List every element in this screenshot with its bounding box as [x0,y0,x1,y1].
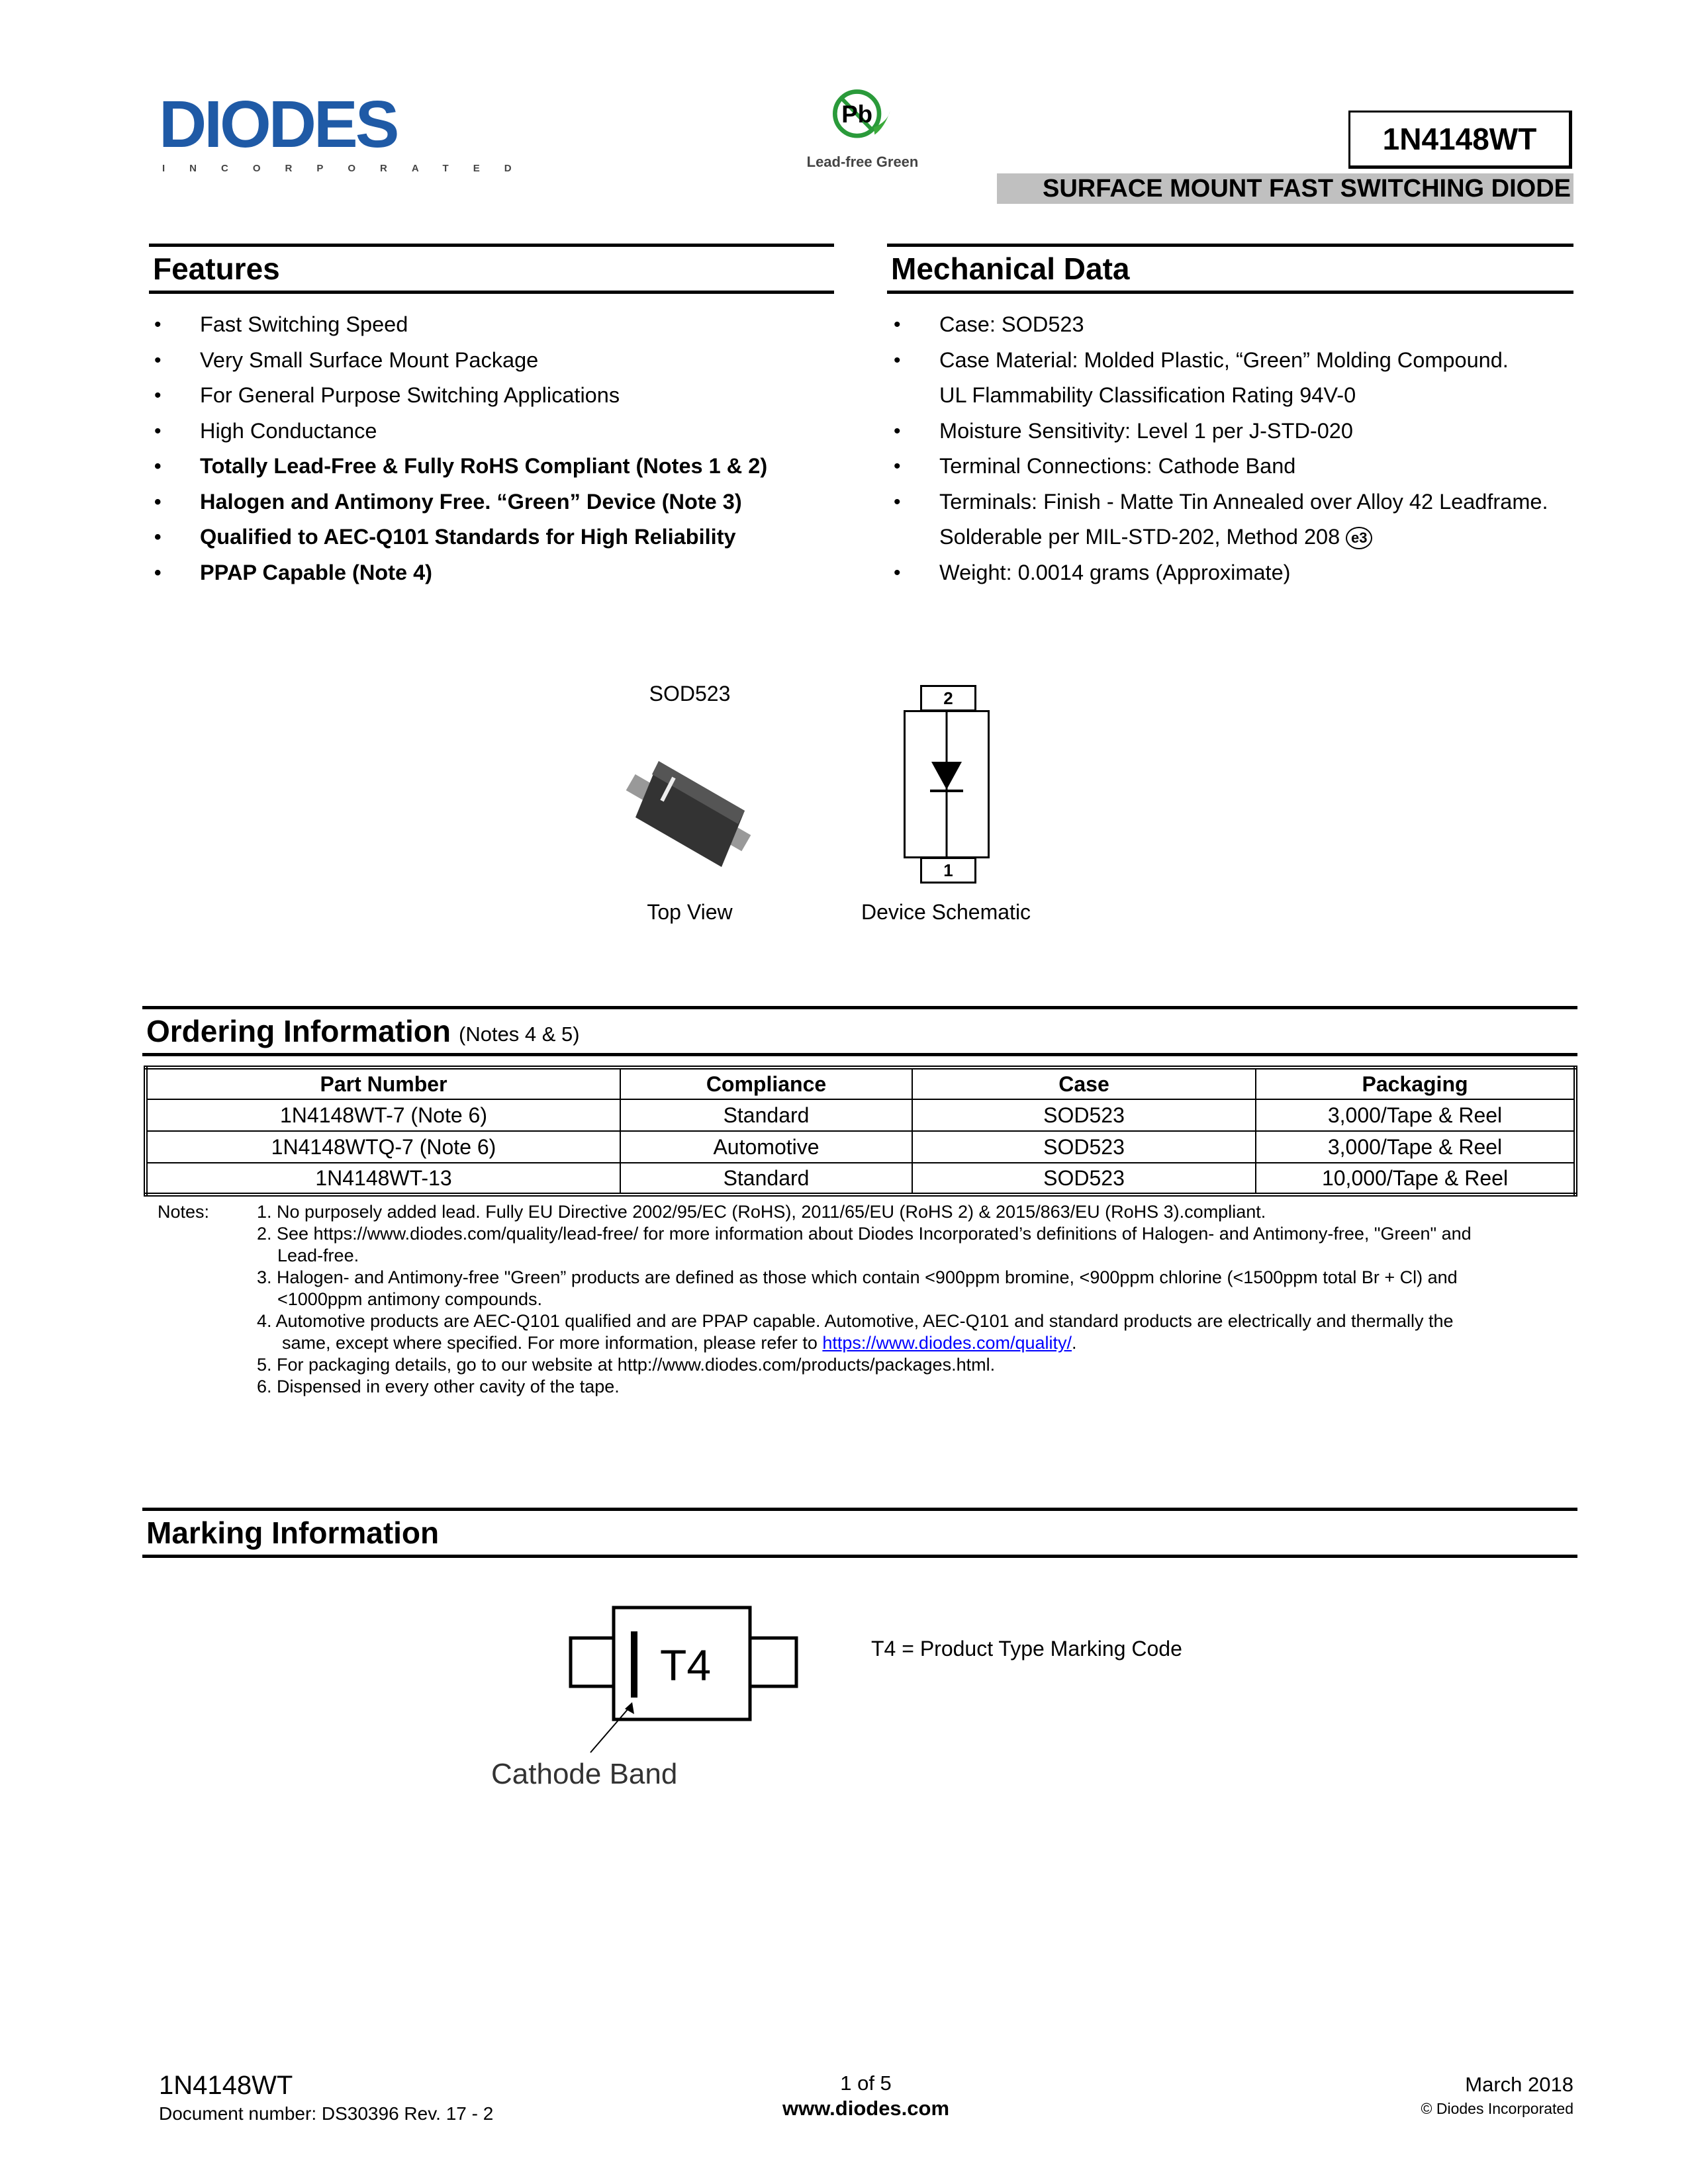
marking-code: T4 [660,1641,712,1690]
lead-free-label: Lead-free Green [806,154,919,170]
footer-copyright: © Diodes Incorporated [1421,2100,1573,2117]
diode-schematic [904,710,990,858]
col-part-number: Part Number [146,1068,620,1099]
quality-link[interactable]: https://www.diodes.com/quality/ [822,1333,1072,1353]
footer-site[interactable]: www.diodes.com [782,2097,950,2120]
part-number-box: 1N4148WT [1348,111,1572,169]
table-header-row [146,1068,1575,1099]
note-4: 4. Automotive products are AEC-Q101 qualified and are PPAP capable. Automotive, AEC-Q101 and standard products are electrically and thermally the [257,1311,1454,1331]
pb-logo-text: Pb [841,101,873,128]
cell: 3,000/Tape & Reel [1256,1099,1575,1131]
cell: 10,000/Tape & Reel [1256,1163,1575,1195]
col-compliance: Compliance [620,1068,912,1099]
mechanical-header [887,244,1573,294]
feature-item: • Fast Switching Speed [154,307,843,343]
note-4-text: same, except where specified. For more information, please refer to [282,1333,823,1353]
features-title: Features [153,251,280,286]
mechanical-list [894,307,1622,590]
note-4-cont [257,1332,1581,1354]
notes-label: Notes: [158,1202,210,1222]
ordering-table [144,1066,1577,1197]
mechanical-item: UL Flammability Classification Rating 94V-0 [939,383,1356,407]
footer-date: March 2018 [1465,2073,1573,2096]
ordering-title: Ordering Information [146,1014,451,1048]
lead-free-green-icon [829,83,896,150]
pin-2: 2 [920,685,976,711]
note-3-cont: <1000ppm antimony compounds. [277,1289,543,1309]
cell: SOD523 [912,1099,1256,1131]
cell: SOD523 [912,1163,1256,1195]
footer-part: 1N4148WT [159,2071,293,2100]
footer-doc-number: Document number: DS30396 Rev. 17 - 2 [159,2103,494,2124]
col-case: Case [912,1068,1256,1099]
schematic-label: Device Schematic [861,900,1031,924]
table-row [146,1099,1575,1131]
cell: 3,000/Tape & Reel [1256,1131,1575,1163]
note-1: 1. No purposely added lead. Fully EU Directive 2002/95/EC (RoHS), 2011/65/EU (RoHS 2) & 2015/863/EU (RoHS 3).compliant. [257,1202,1266,1222]
marking-legend: T4 = Product Type Marking Code [871,1637,1182,1661]
ordering-notes-ref: (Notes 4 & 5) [459,1023,580,1046]
note-2-cont: Lead-free. [277,1246,359,1265]
cell: 1N4148WT-13 [146,1163,620,1195]
note-6: 6. Dispensed in every other cavity of the tape. [257,1377,620,1396]
cathode-band-label: Cathode Band [491,1758,678,1790]
features-list [154,307,843,590]
feature-item: • Halogen and Antimony Free. “Green” Device (Note 3) [154,484,843,520]
note-4-end: . [1072,1333,1077,1353]
note-2: 2. See https://www.diodes.com/quality/lead-free/ for more information about Diodes Incorporated’s definitions of Halogen- and Antimony-free, "Green" and [257,1224,1472,1244]
notes-list [257,1201,1581,1398]
sod523-package-image [622,748,761,874]
mechanical-title: Mechanical Data [891,251,1130,286]
features-header [149,244,834,294]
table-row [146,1131,1575,1163]
mechanical-item: • Terminals: Finish - Matte Tin Annealed over Alloy 42 Leadframe. [894,484,1622,520]
marking-header [142,1508,1577,1558]
ordering-header [142,1006,1577,1056]
feature-item: • Qualified to AEC-Q101 Standards for High Reliability [154,520,843,555]
feature-item: • For General Purpose Switching Applications [154,378,843,414]
mechanical-item: • Case Material: Molded Plastic, “Green” Molding Compound. [894,343,1622,379]
mechanical-text: Solderable per MIL-STD-202, Method 208 [939,525,1340,549]
mechanical-item: • Terminal Connections: Cathode Band [894,449,1622,484]
diodes-logo-subtitle: INCORPORATED [162,163,536,174]
note-5: 5. For packaging details, go to our website at http://www.diodes.com/products/packages.html. [257,1355,996,1375]
table-row [146,1163,1575,1195]
mechanical-item [894,520,1622,555]
top-view-label: Top View [647,900,733,924]
cell: 1N4148WT-7 (Note 6) [146,1099,620,1131]
marking-title: Marking Information [146,1516,440,1550]
e3-icon: e3 [1346,527,1372,549]
note-3: 3. Halogen- and Antimony-free "Green” products are defined as those which contain <900ppm bromine, <900ppm chlorine (<1500ppm total Br + Cl) and [257,1267,1458,1287]
package-label: SOD523 [649,682,731,705]
footer-page: 1 of 5 [840,2071,892,2095]
product-subtitle: SURFACE MOUNT FAST SWITCHING DIODE [997,173,1573,204]
cell: SOD523 [912,1131,1256,1163]
mechanical-item: • Moisture Sensitivity: Level 1 per J-STD-020 [894,414,1622,449]
cell: Standard [620,1163,912,1195]
cell: 1N4148WTQ-7 (Note 6) [146,1131,620,1163]
diodes-logo: DIODES [159,87,397,161]
feature-item: • PPAP Capable (Note 4) [154,555,843,591]
col-packaging: Packaging [1256,1068,1575,1099]
cell: Automotive [620,1131,912,1163]
cell: Standard [620,1099,912,1131]
mechanical-item: • Weight: 0.0014 grams (Approximate) [894,555,1622,591]
feature-item: • High Conductance [154,414,843,449]
feature-item: • Very Small Surface Mount Package [154,343,843,379]
pin-1: 1 [920,857,976,884]
feature-item: • Totally Lead-Free & Fully RoHS Compliant (Notes 1 & 2) [154,449,843,484]
mechanical-item: • Case: SOD523 [894,307,1622,343]
